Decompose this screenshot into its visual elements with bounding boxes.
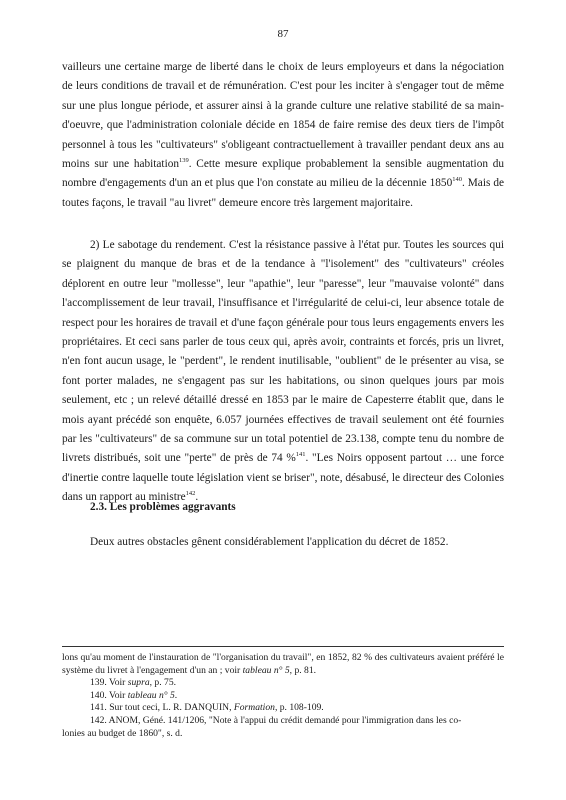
footnote-ref-142[interactable]: 142 <box>185 490 196 498</box>
paragraph-1-text-a: vailleurs une certaine marge de liberté dans le choix de leurs employeurs et dans la négociation de leurs conditions de travail et de rémunération. C'est pour les inciter à s'engager tout de même sur une plus longue période, et assurer ainsi à la grande culture une relative stabilité de sa main-d'oeuvre, que l'administration coloniale décide en 1854 de faire remise des deux tiers de l'impôt personnel à tous les "cultivateurs" s'obligeant contractuellement à travailler pendant deux ans au moins sur une habitation <box>62 61 504 171</box>
footnote-continuation-italic: tableau n° 5 <box>242 664 290 676</box>
footnote-divider <box>62 646 504 647</box>
paragraph-2 <box>62 236 504 508</box>
footnote-141-text: 141. Sur tout ceci, L. R. DANQUIN, <box>90 702 234 714</box>
footnote-140-end: . <box>174 689 178 701</box>
paragraph-1 <box>62 58 504 213</box>
footnote-140-italic: tableau n° 5 <box>127 689 175 701</box>
section-heading: 2.3. Les problèmes aggravants <box>90 501 236 513</box>
footnote-142-continuation: lonies au budget de 1860", s. d. <box>62 727 183 739</box>
paragraph-1-text-c: . Mais de toutes façons, le travail "au livret" demeure encore très largement majoritaire. <box>62 177 504 209</box>
footnote-141 <box>62 702 504 715</box>
footnote-140 <box>62 690 504 703</box>
footnote-140-text: 140. Voir <box>90 689 128 701</box>
footnote-ref-139[interactable]: 139 <box>179 157 189 165</box>
paragraph-1-text-b: . Cette mesure explique probablement la sensible augmentation du nombre d'engagements d'un an et plus que l'on constate au milieu de la décennie 1850 <box>62 158 504 190</box>
footnote-141-italic: Formation <box>233 702 275 714</box>
footnotes <box>62 652 504 740</box>
footnote-139-end: , p. 75. <box>149 677 177 689</box>
footnote-139-italic: supra <box>127 677 150 689</box>
footnote-continuation <box>62 652 504 677</box>
footnote-142: 142. ANOM, Géné. 141/1206, "Note à l'appui du crédit demandé pour l'immigration dans les co- <box>90 714 462 726</box>
paragraph-2-text-a: 2) Le sabotage du rendement. C'est la résistance passive à l'état pur. Toutes les sources qui se plaignent du manque de bras et de la tendance à "l'isolement" des "cultivateurs" créoles déplorent en outre leur "mollesse", leur "apathie", leur "paresse", leur "mauvaise volonté" dans l'accomplissement de leur travail, l'insuffisance et l'irrégularité de celui-ci, leur absence totale de respect pour les horaires de travail et d'une façon générale pour tous leurs engagements envers les propriétaires. Et ceci sans parler de tous ceux qui, après avoir, contraints et forcés, pris un livret, n'en font aucun usage, le "perdent", le rendent inutilisable, "oublient" de le présenter au visa, se font porter malades, ne s'engagent pas sur les habitations, ou sinon quelques jours par mois seulement, etc ; un relevé détaillé dressé en 1853 par le maire de Capesterre établit que, dans le mois ayant précédé son enquête, 6.057 journées effectives de travail seulement ont été fournies par les "cultivateurs" de sa commune sur un total potentiel de 23.138, compte tenu du nombre de livrets distribués, soit une "perte" de près de 74 % <box>62 239 504 465</box>
paragraph-3: Deux autres obstacles gênent considérablement l'application du décret de 1852. <box>90 536 449 548</box>
footnote-139 <box>62 677 504 690</box>
footnote-continuation-end: , p. 81. <box>289 664 317 676</box>
paragraph-2-text-b: . "Les Noirs opposent partout … une force d'inertie contre laquelle toute législation vient se briser", note, désabusé, le directeur des Colonies dans un rapport au ministre <box>62 452 505 504</box>
page-number: 87 <box>277 28 289 40</box>
footnote-139-text: 139. Voir <box>90 677 128 689</box>
footnote-ref-141[interactable]: 141 <box>295 451 306 459</box>
paragraph-2-text-c: . <box>195 491 199 504</box>
footnote-141-end: , p. 108-109. <box>274 702 324 714</box>
footnote-continuation-text: lons qu'au moment de l'instauration de "l'organisation du travail", en 1852, 82 % des cultivateurs avaient préféré le système du livret à l'engagement d'un an ; voir <box>62 652 504 676</box>
footnote-ref-140[interactable]: 140 <box>452 176 462 184</box>
